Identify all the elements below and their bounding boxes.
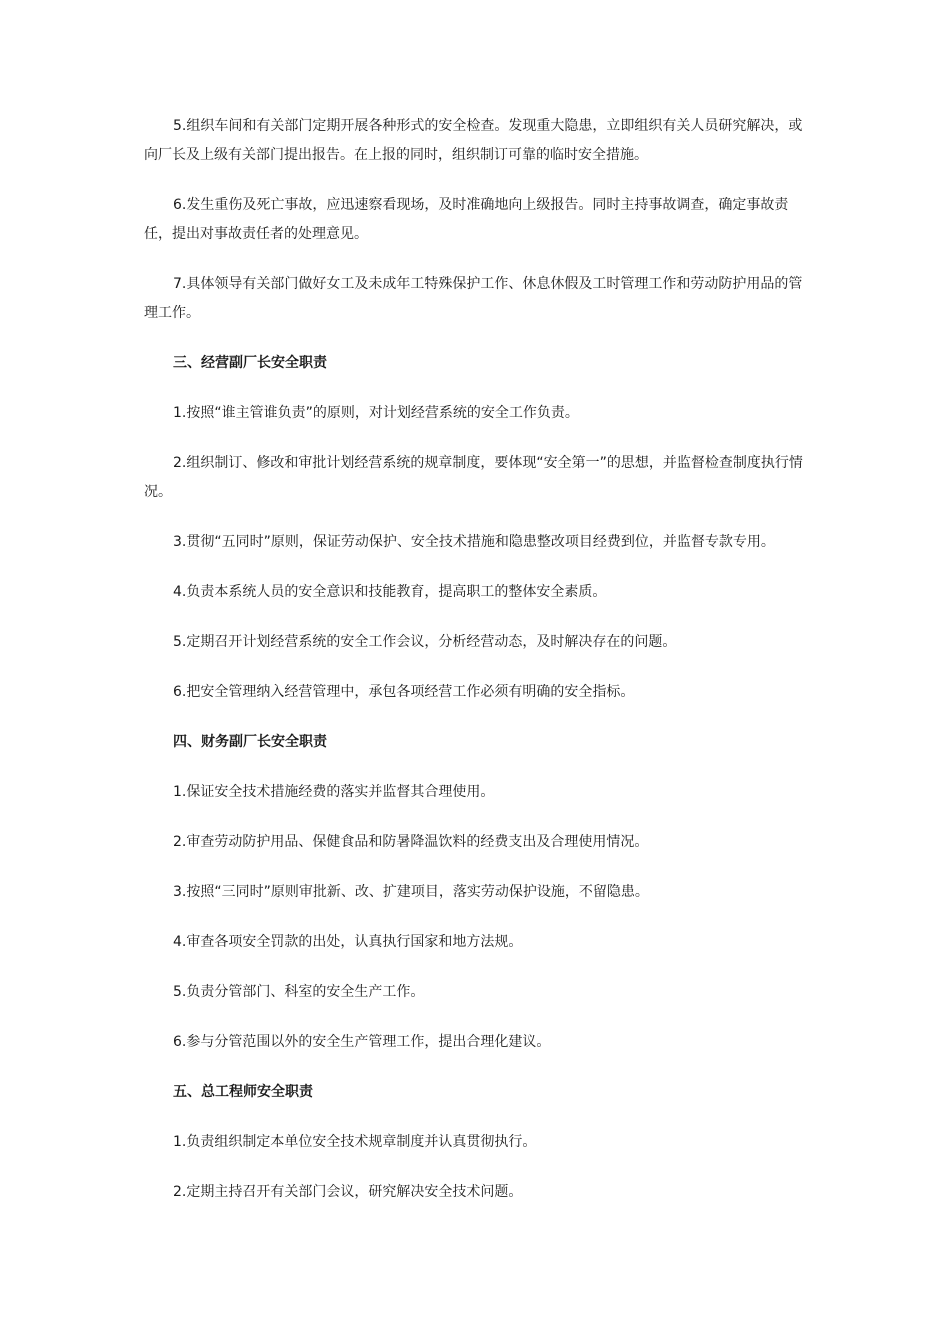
document-page (144, 112, 808, 1228)
paragraph-fin-4: 4.审查各项安全罚款的出处，认真执行国家和地方法规。 (173, 934, 523, 950)
paragraph-ops-5: 5.定期召开计划经营系统的安全工作会议，分析经营动态，及时解决存在的问题。 (173, 634, 677, 650)
paragraph-ops-2: 2.组织制订、修改和审批计划经营系统的规章制度，要体现“安全第一”的思想，并监督检查制度执行情况。 (144, 455, 803, 500)
section-heading-operations: 三、经营副厂长安全职责 (173, 355, 327, 371)
paragraph-ops-6: 6.把安全管理纳入经营管理中，承包各项经营工作必须有明确的安全指标。 (173, 684, 635, 700)
paragraph-fin-3: 3.按照“三同时”原则审批新、改、扩建项目，落实劳动保护设施，不留隐患。 (173, 884, 649, 900)
paragraph-fin-5: 5.负责分管部门、科室的安全生产工作。 (173, 984, 425, 1000)
paragraph-ops-1: 1.按照“谁主管谁负责”的原则，对计划经营系统的安全工作负责。 (173, 405, 579, 421)
section-heading-chief-engineer: 五、总工程师安全职责 (173, 1084, 313, 1100)
paragraph-item-5-inspection: 5.组织车间和有关部门定期开展各种形式的安全检查。发现重大隐患，立即组织有关人员研究解决，或向厂长及上级有关部门提出报告。在上报的同时，组织制订可靠的临时安全措施。 (144, 118, 803, 163)
paragraph-eng-1: 1.负责组织制定本单位安全技术规章制度并认真贯彻执行。 (173, 1134, 537, 1150)
paragraph-fin-6: 6.参与分管范围以外的安全生产管理工作，提出合理化建议。 (173, 1034, 551, 1050)
paragraph-fin-2: 2.审查劳动防护用品、保健食品和防暑降温饮料的经费支出及合理使用情况。 (173, 834, 649, 850)
paragraph-ops-3: 3.贯彻“五同时”原则，保证劳动保护、安全技术措施和隐患整改项目经费到位，并监督专款专用。 (173, 534, 775, 550)
paragraph-item-6-accident: 6.发生重伤及死亡事故，应迅速察看现场，及时准确地向上级报告。同时主持事故调查，确定事故责任，提出对事故责任者的处理意见。 (144, 197, 789, 242)
paragraph-fin-1: 1.保证安全技术措施经费的落实并监督其合理使用。 (173, 784, 495, 800)
paragraph-item-7-protection: 7.具体领导有关部门做好女工及未成年工特殊保护工作、休息休假及工时管理工作和劳动防护用品的管理工作。 (144, 276, 803, 321)
paragraph-ops-4: 4.负责本系统人员的安全意识和技能教育，提高职工的整体安全素质。 (173, 584, 607, 600)
section-heading-finance: 四、财务副厂长安全职责 (173, 734, 327, 750)
paragraph-eng-2: 2.定期主持召开有关部门会议，研究解决安全技术问题。 (173, 1184, 523, 1200)
